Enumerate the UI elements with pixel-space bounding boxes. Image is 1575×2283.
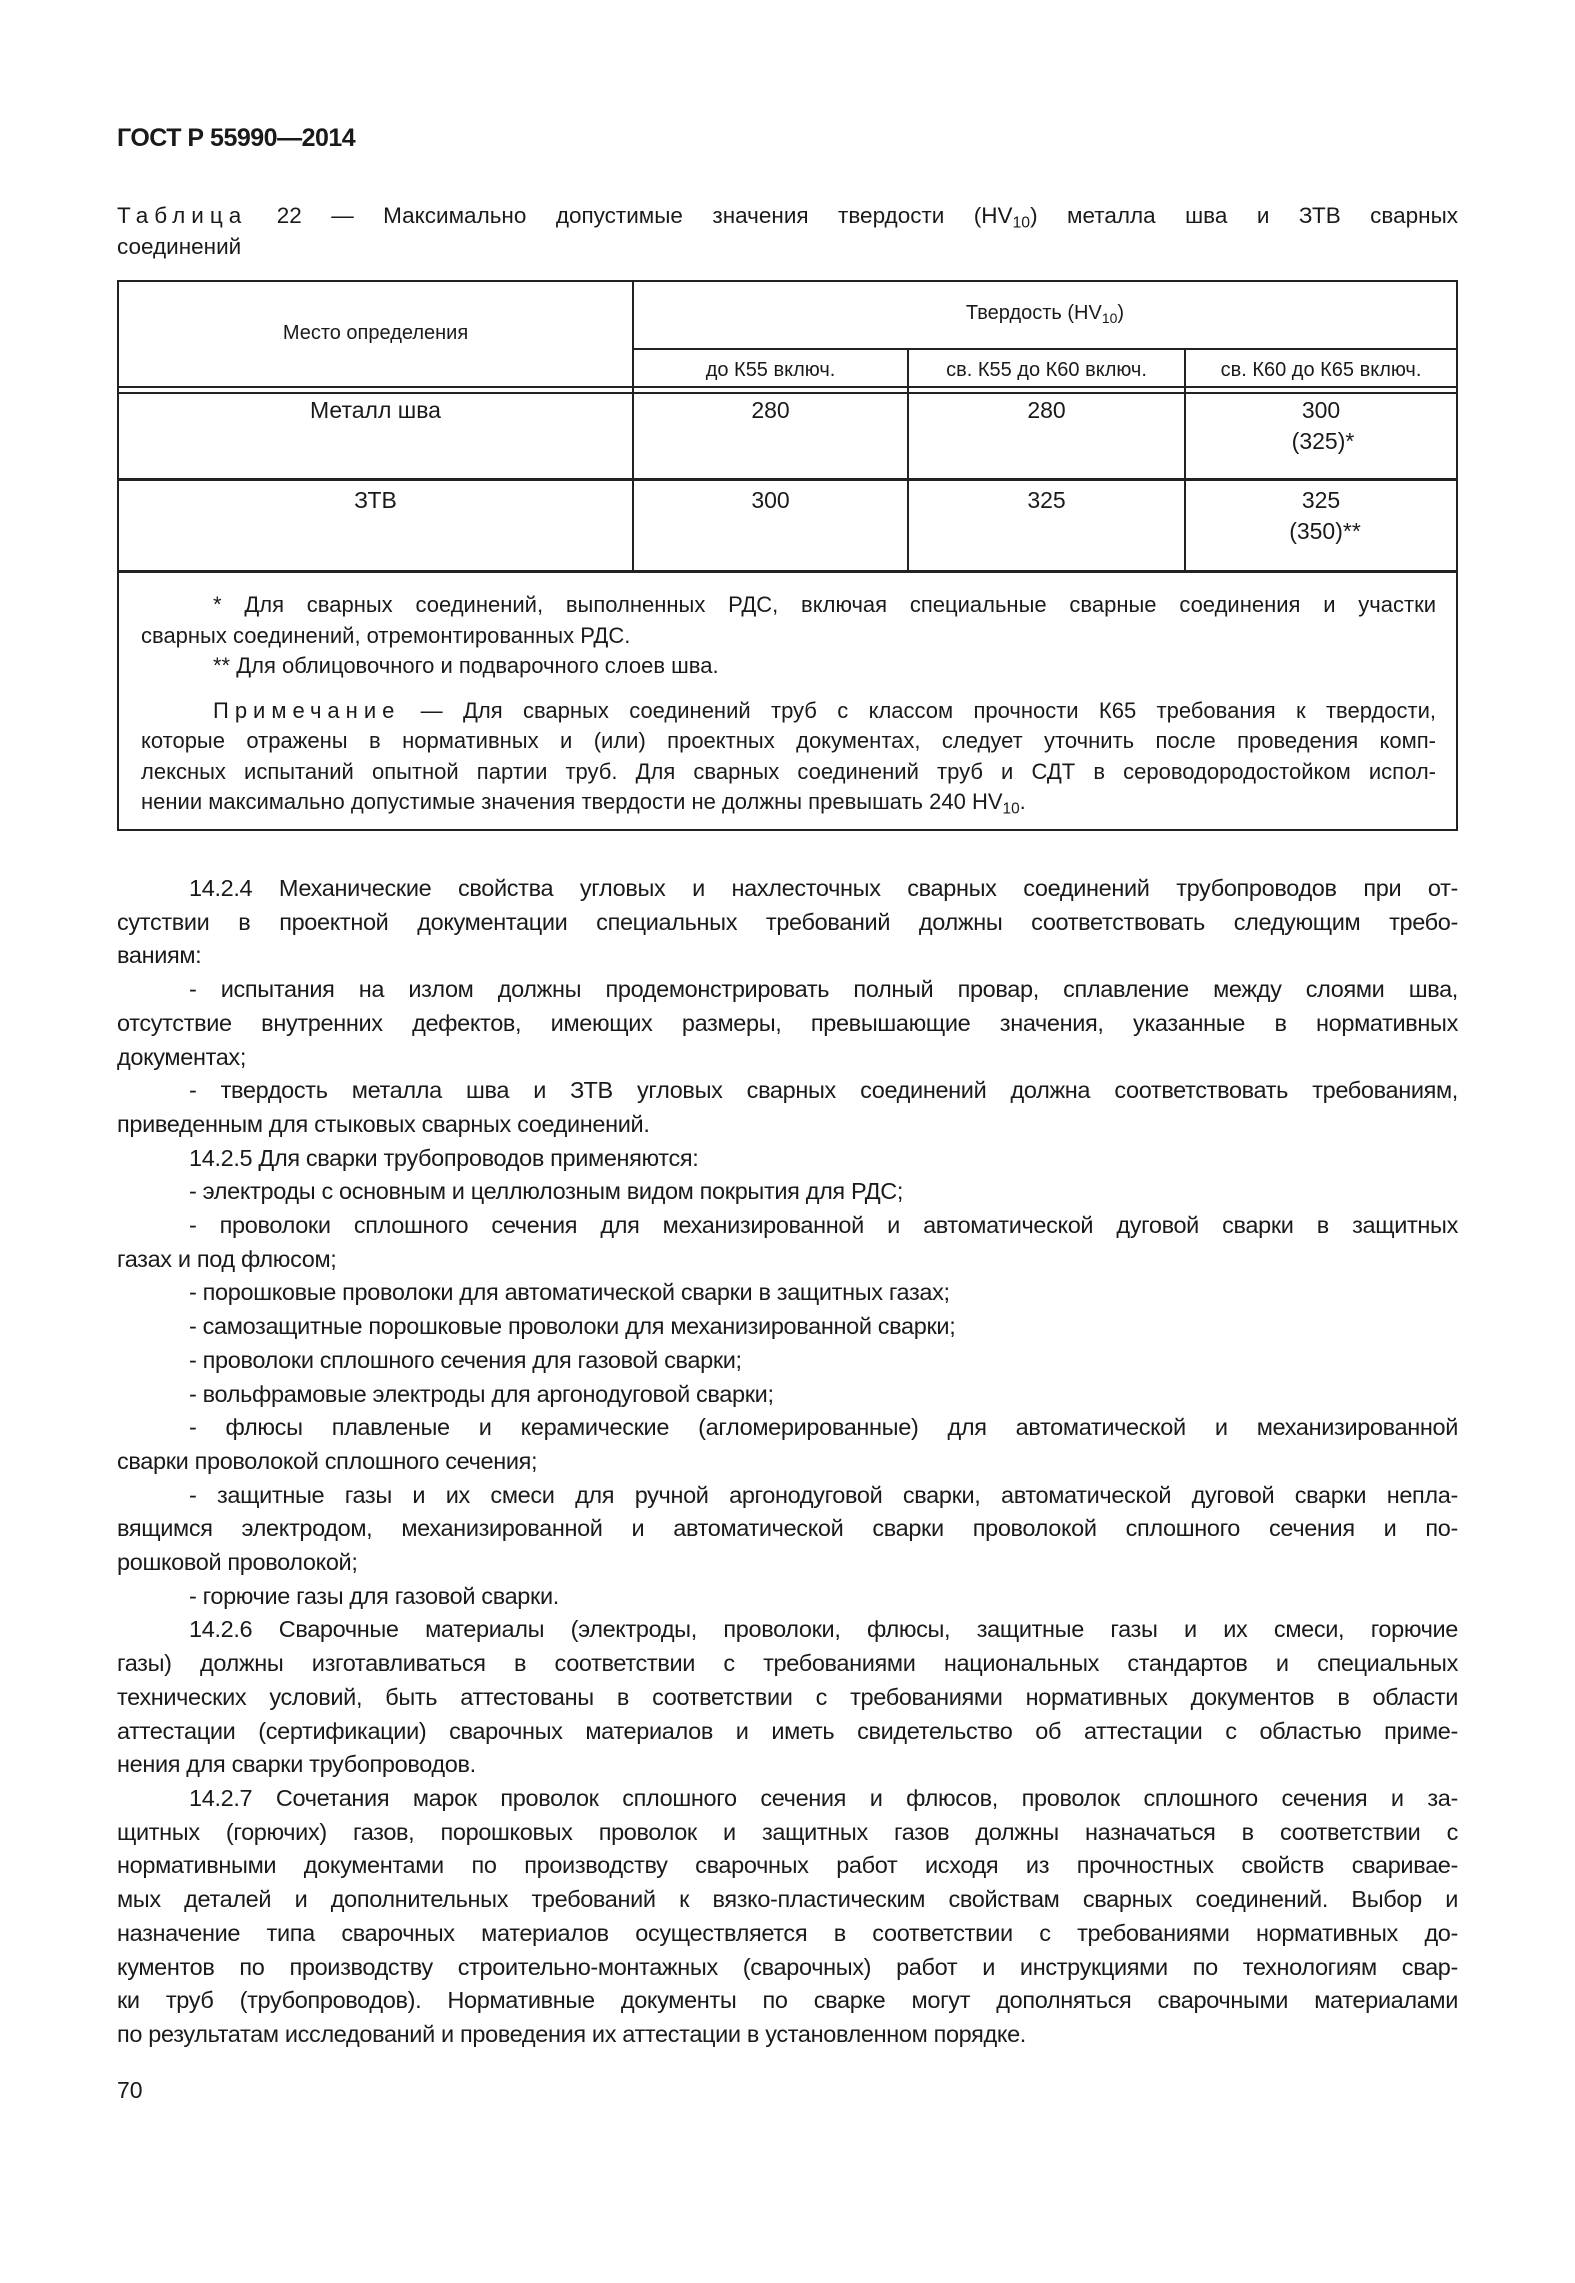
paragraph (117, 1378, 1458, 1412)
paragraph (117, 1074, 1458, 1141)
table-cell (1186, 395, 1456, 457)
paragraph-line: мых деталей и дополнительных требований к вязко-пластическим свойствам сварных соединений. Выбор и (117, 1886, 1458, 1913)
group-header-text: Твердость (HV (965, 302, 1102, 324)
paragraph (117, 1175, 1458, 1209)
paragraph-line: 14.2.4 Механические свойства угловых и нахлесточных сварных соединений трубопроводов при от- (189, 875, 1458, 901)
cell-value: 300 (1301, 397, 1341, 423)
paragraph (117, 1310, 1458, 1344)
paragraph-line: - твердость металла шва и ЗТВ угловых сварных соединений должна соответствовать требованиям, (189, 1077, 1458, 1104)
paragraph-line: рошковой проволокой; (117, 1549, 358, 1576)
paragraph (117, 1411, 1458, 1478)
paragraph (117, 1782, 1458, 2052)
paragraph (117, 1344, 1458, 1378)
paragraph (117, 1142, 1458, 1176)
footnote-2: ** Для облицовочного и подварочного слоев шва. (213, 653, 719, 678)
divider (119, 478, 1456, 481)
paragraph-line: газы) должны изготавливаться в соответствии с требованиями национальных стандартов и специальных (117, 1650, 1458, 1677)
group-header-end: ) (1117, 302, 1125, 324)
paragraph (117, 1209, 1458, 1276)
note-sub: 10 (1002, 800, 1020, 818)
paragraph (117, 1479, 1458, 1580)
paragraph-line: газах и под флюсом; (117, 1245, 337, 1272)
caption-line-2: соединений (117, 234, 242, 259)
row-label: Металл шва (310, 397, 441, 423)
paragraph-line: - флюсы плавленые и керамические (агломерированные) для автоматической и механизированной (189, 1414, 1458, 1441)
cell-value: 325 (1301, 487, 1341, 513)
paragraph-line: отсутствие внутренних дефектов, имеющих размеры, превышающие значения, указанные в нормативных (117, 1009, 1458, 1036)
divider (119, 386, 1456, 388)
caption-text: 22 — Максимально допустимые значения твердости (HV (247, 203, 1013, 228)
paragraph-line: нения для сварки трубопроводов. (117, 1751, 476, 1778)
paragraph-line: - проволоки сплошного сечения для газовой сварки; (189, 1346, 742, 1373)
paragraph-line: - электроды с основным и целлюлозным видом покрытия для РДС; (189, 1178, 904, 1205)
table-cell: 300 (751, 487, 790, 513)
footnote-1-line: * Для сварных соединений, выполненных РДС, включая специальные сварные соединения и участки (213, 592, 1436, 617)
table-cell: 325 (1027, 487, 1066, 513)
paragraph (117, 1613, 1458, 1782)
document-header: ГОСТ Р 55990—2014 (117, 124, 356, 152)
page-number: 70 (117, 2077, 143, 2103)
table-cell: 280 (1027, 397, 1066, 423)
caption-line-1 (117, 200, 1458, 231)
column-header: до К55 включ. (705, 359, 836, 381)
body-text (117, 872, 1458, 2052)
paragraph-line: технических условий, быть аттестованы в соответствии с требованиями нормативных документов в области (117, 1683, 1458, 1710)
paragraph-line: приведенным для стыковых сварных соединений. (117, 1110, 650, 1137)
paragraph-line: сварки проволокой сплошного сечения; (117, 1447, 538, 1474)
paragraph-line: - защитные газы и их смеси для ручной аргонодуговой сварки, автоматической дуговой сварки непла- (189, 1481, 1458, 1508)
note-line: лексных испытаний опытной партии труб. Для сварных соединений труб и СДТ в сероводородостойком испол- (141, 758, 1436, 784)
table-cell: 280 (751, 397, 790, 423)
cell-value-extra: (350)** (1289, 518, 1361, 544)
paragraph-line: 14.2.5 Для сварки трубопроводов применяются: (189, 1144, 699, 1171)
paragraph-line: сутствии в проектной документации специальных требований должны соответствовать следующим требо- (117, 908, 1458, 935)
table-notes (141, 590, 1436, 818)
paragraph-line: щитных (горючих) газов, порошковых проволок и защитных газов должны назначаться в соответствии с (117, 1818, 1458, 1845)
paragraph-line: 14.2.6 Сварочные материалы (электроды, проволоки, флюсы, защитные газы и их смеси, горючие (189, 1616, 1458, 1643)
paragraph-line: - порошковые проволоки для автоматической сварки в защитных газах; (189, 1279, 950, 1306)
paragraph-line: вящимся электродом, механизированной и автоматической сварки проволокой сплошного сечения и по- (117, 1515, 1458, 1542)
note-line (141, 696, 1436, 727)
column-header: св. К55 до К60 включ. (946, 359, 1147, 381)
paragraph-line: по результатам исследований и проведения их аттестации в установленном порядке. (117, 2020, 1026, 2047)
divider (119, 392, 1456, 394)
paragraph-line: - испытания на излом должны продемонстрировать полный провар, сплавление между слоями шва, (189, 976, 1458, 1003)
paragraph (117, 1276, 1458, 1310)
paragraph-line: нормативными документами по производству сварочных работ исходя из прочностных свойств сваривае- (117, 1852, 1458, 1879)
caption-label: Таблица (117, 203, 248, 228)
note-text-end: . (1019, 789, 1026, 814)
paragraph-line: ваниям: (117, 942, 202, 969)
table-caption (117, 200, 1458, 262)
divider (632, 348, 1456, 350)
paragraph-line: - самозащитные порошковые проволоки для механизированной сварки; (189, 1313, 956, 1340)
note-text: нении максимально допустимые значения твердости не должны превышать 240 HV (141, 789, 1003, 814)
divider (119, 570, 1456, 573)
paragraph-line: - проволоки сплошного сечения для механизированной и автоматической дуговой сварки в защитных (189, 1212, 1458, 1239)
divider (632, 282, 634, 572)
paragraph-line: 14.2.7 Сочетания марок проволок сплошного сечения и флюсов, проволок сплошного сечения и за- (189, 1784, 1458, 1811)
note-line: которые отражены в нормативных и (или) проектных документах, следует уточнить после проведения комп- (141, 728, 1436, 753)
caption-text-end: ) металла шва и ЗТВ сварных (1030, 203, 1458, 228)
note-label: Примечание (213, 697, 401, 723)
note-text: — Для сварных соединений труб с классом прочности К65 требования к твердости, (400, 697, 1436, 723)
paragraph-line: документах; (117, 1043, 247, 1070)
caption-sub: 10 (1012, 214, 1031, 232)
cell-value-extra: (325)* (1291, 428, 1355, 454)
column-group-header-hardness (634, 302, 1456, 325)
group-header-sub: 10 (1101, 310, 1118, 327)
paragraph-line: ки труб (трубопроводов). Нормативные документы по сварке могут дополняться сварочными материалами (117, 1987, 1458, 2014)
paragraph-line: аттестации (сертификации) сварочных материалов и иметь свидетельство об аттестации с областью приме- (117, 1717, 1458, 1744)
paragraph-line: - горючие газы для газовой сварки. (189, 1582, 559, 1609)
paragraph (117, 1580, 1458, 1614)
note-line (141, 787, 1436, 818)
table-cell (1186, 485, 1456, 547)
paragraph-line: кументов по производству строительно-монтажных (сварочных) работ и инструкциями по технологиям свар- (117, 1953, 1458, 1980)
paragraph-line: - вольфрамовые электроды для аргонодуговой сварки; (189, 1380, 774, 1407)
paragraph-line: назначение типа сварочных материалов осуществляется в соответствии с требованиями нормативных до- (117, 1919, 1458, 1946)
footnote-1-line: сварных соединений, отремонтированных РДС. (141, 622, 631, 648)
column-header: св. К60 до К65 включ. (1220, 359, 1422, 381)
row-label: ЗТВ (354, 487, 397, 513)
column-header-place: Место определения (282, 322, 469, 344)
paragraph (117, 973, 1458, 1074)
paragraph (117, 872, 1458, 973)
